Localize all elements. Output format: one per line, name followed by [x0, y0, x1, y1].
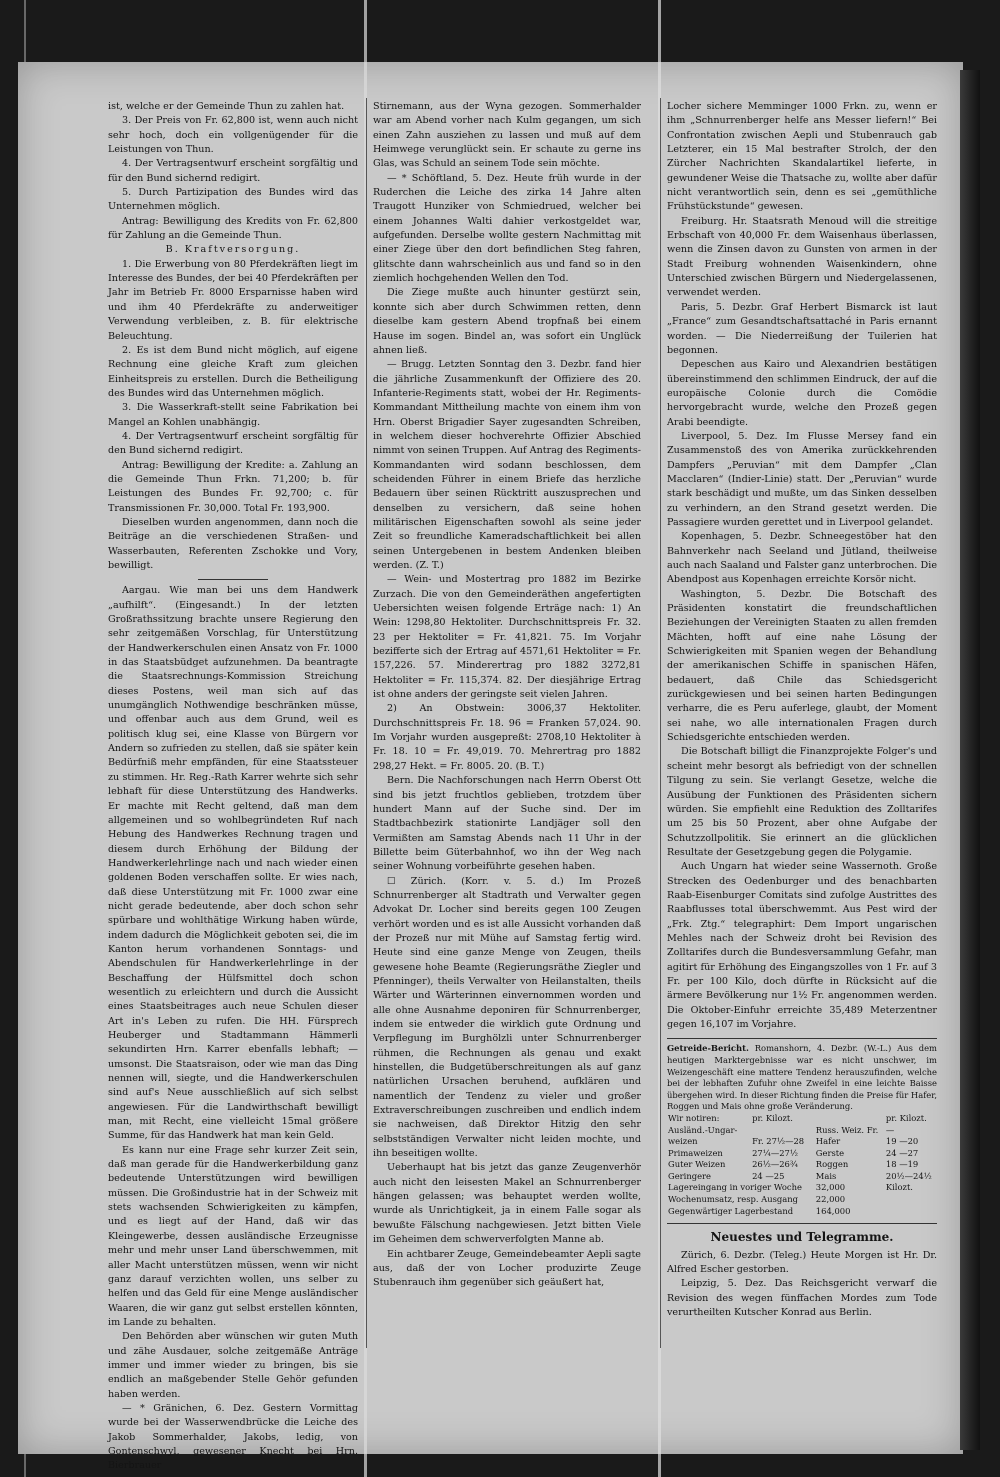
table-row	[667, 1159, 937, 1171]
paragraph: ☐ Zürich. (Korr. v. 5. d.) Im Prozeß Schnurrenberger alt Stadtrath und Verwalter gegen Advokat Dr. Locher sind bereits gegen 100 Zeugen verhört worden und es ist alle Aussicht vorhanden daß der Prozeß nur mit Mühe auf Samstag fertig wird. Heute sind eine ganze Menge von Zeugen, theils gewesene hohe Beamte (Regierungsräthe Ziegler und Pfenninger), theils Verwalter von Heilanstalten, theils Wärter und Wärterinnen einvernommen worden und alle ohne Ausnahme deponiren für Schnurrenberger, indem sie entweder die wirklich gute Ordnung und Verpflegung im Burghölzli unter Schnurrenberger rühmen, die Rechnungen als genau und exakt hinstellen, die Budgetüberschreitungen als auf ganz natürlichen Ursachen beruhend, aufklären und namentlich der Tendenz zu vieler und großer Extraverschreibungen zuschreiben und endlich indem sie nachweisen, daß Direktor Hitzig den sehr selbstständigen Verwalter nicht leiden mochte, und ihn beseitigen wollte.	[373, 875, 641, 1160]
paragraph: — Brugg. Letzten Sonntag den 3. Dezbr. fand hier die jährliche Zusammenkunft der Offiziere des 20. Infanterie-Regiments statt, wobei der Hr. Regiments-Kommandant Mittheilung machte von einem ihm von Hrn. Oberst Brigadier Sayer zugesandten Schreiben, in welchem dieser hochverehrte Offizier Abschied nimmt von seinen Truppen. Auf Antrag des Regiments-Kommandanten wird sodann beschlossen, dem scheidenden Führer in einem Briefe das herzliche Bedauern über seinen Rücktritt auszusprechen und denselben zu versichern, daß seine hohen militärischen Eigenschaften sowohl als seine jeder Zeit so freundliche Kameradschaftlichkeit bei allen seinen Untergebenen in bestem Andenken bleiben werden. (Z. T.)	[373, 359, 641, 571]
table-cell: Mais	[815, 1170, 837, 1181]
paragraph: ist, welche er der Gemeinde Thun zu zahlen hat.	[108, 101, 345, 112]
paragraph: Leipzig, 5. Dez. Das Reichsgericht verwarf die Revision des wegen fünffachen Mordes zum Tode verurtheilten Kutscher Konrad aus Berlin.	[667, 1278, 937, 1318]
column-rule	[366, 98, 367, 1348]
paragraph: 2. Es ist dem Bund nicht möglich, auf eigene Rechnung eine gleiche Kraft zum gleichen Einheitspreis zu erstellen. Durch die Betheiligung des Bundes wird das Unternehmen möglich.	[108, 344, 358, 399]
table-cell: Roggen	[815, 1159, 849, 1170]
divider	[667, 1038, 937, 1039]
grain-report-intro: Romanshorn, 4. Dezbr. (W.-L.) Aus dem heutigen Marktergebnisse war es nicht unschwer, im Weizengeschäft eine mattere Tendenz herauszufinden, welche bei der lebhaften Zufuhr ohne Zweifel in eine leichte Baisse übergehen wird. In dieser Richtung finden die Preise für Hafer, Roggen und Mais ohne große Veränderung.	[667, 1043, 937, 1112]
table-row	[667, 1171, 937, 1183]
table-cell: Gegenwärtiger Lagerbestand	[668, 1205, 794, 1216]
section-heading: B. Kraftversorgung.	[165, 244, 301, 256]
table-cell: 164,000	[815, 1205, 851, 1216]
table-cell: Ausländ.-Ungar-	[668, 1124, 738, 1135]
paragraph: Paris, 5. Dezbr. Graf Herbert Bismarck ist laut „France“ zum Gesandtschaftsattaché in Paris ernannt worden. — Die Niederreißung der Tuilerien hat begonnen.	[667, 301, 937, 356]
paragraph: Dieselben wurden angenommen, dann noch die Beiträge an die verschiedenen Straßen- und Wasserbauten, Referenten Zschokke und Vory, bewilligt.	[108, 516, 358, 571]
paragraph: Locher sichere Memminger 1000 Frkn. zu, wenn er ihm „Schnurrenberger helfe ans Messer liefern!“ Bei Confrontation zwischen Aepli und Stubenrauch gab Letzterer, ein 15 Mal bestrafter Strolch, der den Zürcher Nachrichten Skandalartikel lieferte, in gewundener Weise die Thatsache zu, wollte aber dafür nicht verantwortlich sein, denn es sei „gemüthliche Frühstückstunde“ gewesen.	[667, 101, 937, 213]
table-cell: Primaweizen	[668, 1147, 723, 1158]
divider	[198, 579, 268, 580]
paragraph: Die Ziege mußte auch hinunter gestürzt sein, konnte sich aber durch Schwimmen retten, denn dieselbe kam gestern Abend tropfnaß bei einem Hause im sogen. Bindel an, was sofort ein Unglück ahnen ließ.	[373, 287, 641, 356]
grain-report-text	[667, 1043, 937, 1113]
table-cell	[885, 1206, 937, 1218]
table-cell: Wochenumsatz, resp. Ausgang	[668, 1194, 799, 1205]
table-cell: Fr. 27½—28	[752, 1136, 805, 1147]
paragraph: Den Behörden aber wünschen wir guten Muth und zähe Ausdauer, solche zeitgemäße Anträge immer und immer wieder zu bringen, bis sie endlich an maßgebender Stelle Gehör gefunden haben werden.	[108, 1331, 358, 1400]
table-row	[667, 1125, 937, 1137]
paragraph: Bern. Die Nachforschungen nach Herrn Oberst Ott sind bis jetzt fruchtlos geblieben, trotzdem über hundert Mann auf der Suche sind. Der im Stadtbachbezirk stationirte Landjäger soll den Vermißten am Samstag Abends nach 11 Uhr in der Billette beim Güterbahnhof, wo ihn der Weg nach seiner Wohnung vorbeiführte gesehen haben.	[373, 775, 641, 873]
paragraph: Kopenhagen, 5. Dezbr. Schneegestöber hat den Bahnverkehr nach Seeland und Jütland, theilweise auch nach Saaland und Falster ganz unterbrochen. Die Abendpost aus Kopenhagen erreichte Korsör nicht.	[667, 531, 937, 586]
table-header: pr. Kilozt.	[752, 1112, 793, 1123]
column-middle	[373, 100, 641, 1345]
column-right	[667, 100, 937, 1345]
paragraph: Liverpool, 5. Dez. Im Flusse Mersey fand ein Zusammenstoß des von Amerika zurückkehrenden Dampfers „Peruvian“ mit dem Dampfer „Clan Macclaren“ (Indier-Linie) statt. Der „Peruvian“ wurde stark beschädigt und mußte, um das Sinken desselben zu verhindern, an den Strand gesetzt werden. Die Passagiere wurden gerettet und in Liverpool gelandet.	[667, 430, 937, 528]
paragraph: Washington, 5. Dezbr. Die Botschaft des Präsidenten konstatirt die freundschaftlichen Beziehungen der Vereinigten Staaten zu allen fremden Mächten, hofft auf eine nahe Lösung der Schwierigkeiten mit Spanien wegen der Behandlung der amerikanischen Schiffe in spanischen Häfen, bedauert, daß Chile das Schiedsgericht zurückgewiesen und bei seinen harten Bedingungen verharre, die es Peru auferlege, glaubt, der Moment sei nahe, wo alle internationalen Fragen durch Schiedsgerichte entschieden werden.	[667, 588, 937, 744]
table-cell: 27¼—27½	[752, 1147, 799, 1158]
paragraph: 3. Die Wasserkraft-stellt seine Fabrikation bei Mangel an Kohlen unabhängig.	[108, 402, 358, 428]
table-cell: 20½—24½	[885, 1170, 932, 1181]
paragraph: Es kann nur eine Frage sehr kurzer Zeit sein, daß man gerade für die Handwerkerbildung ganz bedeutende Unterstützungen wird bewilligen müssen. Die Großindustrie hat in der Schweiz mit stets wachsenden Schwierigkeiten zu kämpfen, und es liegt auf der Hand, daß wir das Kleingewerbe, dessen ausländische Erzeugnisse mehr und mehr unser Land überschwemmen, mit aller Macht unterstützen müssen, wenn wir nicht ganz darauf verzichten wollen, uns selber zu helfen und das Geld für eine Menge ausländischer Waaren, die wir ganz gut selbst erstellen könnten, im Lande zu behalten.	[108, 1144, 358, 1328]
paragraph: Aargau. Wie man bei uns dem Handwerk „aufhilft“. (Eingesandt.) In der letzten Großrathssitzung brachte unsere Regierung den sehr zeitgemäßen Vorschlag, für Unterstützung der Handwerkerschulen einen Ansatz von Fr. 1000 in das Staatsbüdget aufzunehmen. Da beantragte die Staatsrechnungs-Kommission Streichung dieses Postens, weil man sich auf das unumgänglich Nothwendige beschränken müsse, und offenbar auch aus dem Grund, weil es politisch klug sei, eine Klasse von Bürgern vor Andern so zufrieden zu stellen, daß sie später kein Bedürfniß mehr empfänden, für eine Staatssteuer zu stimmen. Hr. Reg.-Rath Karrer wehrte sich sehr lebhaft für diese Unterstützung des Handwerks. Er machte mit Recht geltend, daß man dem allgemeinen und so wohlbegründeten Ruf nach Hebung des Handwerkes Rechnung tragen und diesem durch Erhöhung der Bildung der Handwerkerlehrlinge nach und nach wieder einen goldenen Boden verschaffen sollte. Er wies nach, daß diese Unterstützung mit Fr. 1000 zwar eine nicht gerade bedeutende, aber doch schon sehr spürbare und wohlthätige Wirkung haben würde, indem dadurch die Möglichkeit geboten sei, die im Kanton herum vorhandenen Sonntags- und Abendschulen für Handwerkerlehrlinge in der Beschaffung der Hülfsmittel doch schon wesentlich zu erleichtern und durch die Aussicht eines Staatsbeitrages auch neue Schulen dieser Art in's Leben zu rufen. Die HH. Fürsprech Heuberger und Stadtammann Hämmerli sekundirten Hrn. Karrer ebenfalls lebhaft; — umsonst. Die Staatsraison, oder wie man das Ding nennen will, siegte, und die Handwerkerschulen sind auf's Neue ausschließlich auf sich selbst angewiesen. Für die Landwirthschaft bewilligt man, mit Recht, eine vielleicht 15mal größere Summe, für das Handwerk hat man kein Geld.	[108, 585, 358, 1142]
table-cell: —	[885, 1124, 895, 1135]
table-cell	[885, 1194, 937, 1206]
paragraph: Stirnemann, aus der Wyna gezogen. Sommerhalder war am Abend vorher nach Kulm gegangen, um sich einen Zahn ausziehen zu lassen und muß auf dem Heimwege verunglückt sein. Er schaute zu gerne ins Glas, was Schuld an seinem Tode sein möchte.	[373, 101, 641, 170]
grain-price-table	[667, 1113, 937, 1217]
table-header	[815, 1113, 885, 1125]
table-cell: Gerste	[815, 1147, 845, 1158]
paragraph: — Wein- und Mostertrag pro 1882 im Bezirke Zurzach. Die von den Gemeinderäthen angefertigten Uebersichten weisen folgende Erträge nach: 1) An Wein: 1298,80 Hektoliter. Durchschnittspreis Fr. 32. 23 per Hektoliter = Fr. 41,821. 75. Im Vorjahr bezifferte sich der Ertrag auf 4571,61 Hektoliter = Fr. 157,226. 57. Minderertrag pro 1882 3272,81 Hektoliter = Fr. 115,374. 82. Der diesjährige Ertrag ist ohne anders der geringste seit vielen Jahren.	[373, 574, 641, 701]
table-cell: 19 —20	[885, 1136, 919, 1147]
table-cell: 24 —27	[885, 1147, 919, 1158]
table-row	[667, 1148, 937, 1160]
table-cell: weizen	[668, 1136, 698, 1147]
paragraph: 4. Der Vertragsentwurf erscheint sorgfältig für den Bund sichernd redigirt.	[108, 430, 358, 457]
table-row	[667, 1136, 937, 1148]
table-cell: Lagereingang in voriger Woche	[668, 1182, 802, 1193]
paragraph: — * Schöftland, 5. Dez. Heute früh wurde in der Ruderchen die Leiche des zirka 14 Jahre alten Traugott Hunziker von Schmiedrued, welcher bei einem Johannes Walti dahier verkostgeldet war, aufgefunden. Derselbe wollte gestern Nachmittag mit einer Ziege über den dort befindlichen Steg fahren, glitschte dann wahrscheinlich aus und fand so in den ziemlich hochgehenden Wellen den Tod.	[373, 172, 641, 285]
table-cell	[751, 1125, 815, 1137]
paragraph: Ueberhaupt hat bis jetzt das ganze Zeugenverhör auch nicht den leisesten Makel an Schnurrenberger hängen gelassen; was behauptet werden wollte, wurde als Unrichtigkeit, ja in einem Falle sogar als bewußte Fälschung nachgewiesen. Jetzt bitten Viele im Geheimen dem schwerverfolgten Manne ab.	[373, 1162, 641, 1246]
table-header: pr. Kilozt.	[885, 1112, 927, 1123]
paragraph: 1. Die Erwerbung von 80 Pferdekräften liegt im Interesse des Bundes, der bei 40 Pferdekräften per Jahr im Betrieb Fr. 8000 Ersparnisse haben wird und ihm 40 Pferdekräfte zu anderweitiger Verwendung verbleiben, z. B. für elektrische Beleuchtung.	[108, 258, 358, 342]
table-row	[667, 1206, 937, 1218]
paragraph: Depeschen aus Kairo und Alexandrien bestätigen übereinstimmend den schlimmen Eindruck, der auf die europäische Colonie durch die Comödie hervorgebracht wurde, welche den Prozeß gegen Arabi beendigte.	[667, 359, 937, 428]
grain-report-title: Getreide-Bericht.	[667, 1043, 749, 1054]
paragraph: Antrag: Bewilligung des Kredits von Fr. 62,800 für Zahlung an die Gemeinde Thun.	[108, 215, 358, 242]
paragraph: 2) An Obstwein: 3006,37 Hektoliter. Durchschnittspreis Fr. 18. 96 = Franken 57,024. 90. Im Vorjahr wurden ausgepreßt: 2708,10 Hektoliter à Fr. 18. 10 = Fr. 49,019. 70. Mehrertrag pro 1882 298,27 Hekt. = Fr. 8005. 20. (B. T.)	[373, 703, 641, 772]
paragraph: Antrag: Bewilligung der Kredite: a. Zahlung an die Gemeinde Thun Frkn. 71,200; b. für Leistungen des Bundes Fr. 92,700; c. für Transmissionen Fr. 30,000. Total Fr. 193,900.	[108, 459, 358, 514]
table-header-row	[667, 1113, 937, 1125]
paragraph: Zürich, 6. Dezbr. (Teleg.) Heute Morgen ist Hr. Dr. Alfred Escher gestorben.	[667, 1249, 937, 1275]
table-cell: 26½—26¾	[752, 1159, 799, 1170]
paragraph: — * Gränichen, 6. Dez. Gestern Vormittag wurde bei der Wasserwendbrücke die Leiche des Jakob Sommerhalder, Jakobs, ledig, von Gontenschwyl, gewesener Knecht bei Hrn. Bierbrauer	[108, 1402, 358, 1472]
table-cell: 22,000	[815, 1194, 846, 1205]
paragraph: Freiburg. Hr. Staatsrath Menoud will die streitige Erbschaft von 40,000 Fr. dem Waisenhaus überlassen, wenn die Zinsen davon zu Gunsten von armen in der Stadt Freiburg wohnenden Waisenkindern, ohne Unterschied zwischen Bürgern und Niedergelassenen, verwendet werden.	[667, 215, 937, 299]
table-cell: Geringere	[668, 1170, 711, 1181]
paragraph: 3. Der Preis von Fr. 62,800 ist, wenn auch nicht sehr hoch, doch ein vollgenügender für die Leistungen von Thun.	[108, 115, 358, 156]
table-row	[667, 1194, 937, 1206]
table-cell: 24 —25	[752, 1170, 785, 1181]
grain-report	[667, 1043, 937, 1217]
page-edge-shadow	[960, 70, 980, 1450]
table-header: Wir notiren:	[668, 1112, 720, 1123]
table-cell: Russ. Weiz. Fr.	[815, 1124, 879, 1135]
table-cell: Guter Weizen	[668, 1159, 726, 1170]
paragraph: Ein achtbarer Zeuge, Gemeindebeamter Aepli sagte aus, daß der von Locher produzirte Zeuge Stubenrauch ihm gegenüber sich geäußert hat,	[373, 1248, 641, 1289]
paragraph: 4. Der Vertragsentwurf erscheint sorgfältig und für den Bund sichernd redigirt.	[108, 158, 358, 184]
table-cell: Kilozt.	[885, 1182, 913, 1193]
paragraph: Auch Ungarn hat wieder seine Wassernoth. Große Strecken des Oedenburger und des benachbarten Raab-Eisenburger Comitats sind zufolge Austrittes des Raabflusses total überschwemmt. Aus Pest wird der „Frk. Ztg.“ telegraphirt: Dem Import ungarischen Mehles nach der Schweiz droht bei Revision des Zolltarifes durch die Bundesversammlung Gefahr, man agitirt für Erhöhung des Eingangszolles von 1 Fr. auf 3 Fr. per 100 Kilo, doch dürfte in Rücksicht auf die ärmere Bevölkerung nur 1½ Fr. angenommen werden. Die Oktober-Einfuhr erreichte 35,489 Meterzentner gegen 16,107 im Vorjahre.	[667, 861, 937, 1030]
table-row	[667, 1182, 937, 1194]
divider	[667, 1223, 937, 1224]
news-heading: Neuestes und Telegramme.	[710, 1230, 894, 1245]
column-left	[108, 100, 358, 1472]
table-cell: Hafer	[815, 1136, 841, 1147]
paragraph: Die Botschaft billigt die Finanzprojekte Folger's und scheint mehr besorgt als befriedigt von der schnellen Tilgung zu sein. Sie verlangt Gesetze, welche die Ausübung der Funktionen des Präsidenten sichern würden. Sie empfiehlt eine Reduktion des Zolltarifes um 25 bis 50 Prozent, aber ohne Aufgabe der Schutzzollpolitik. Sie erinnert an die glücklichen Resultate der Gesetzgebung gegen die Polygamie.	[667, 746, 937, 858]
table-cell: 18 —19	[885, 1159, 919, 1170]
table-cell: 32,000	[815, 1182, 846, 1193]
paragraph: 5. Durch Partizipation des Bundes wird das Unternehmen möglich.	[108, 187, 358, 213]
column-rule	[660, 98, 661, 1348]
